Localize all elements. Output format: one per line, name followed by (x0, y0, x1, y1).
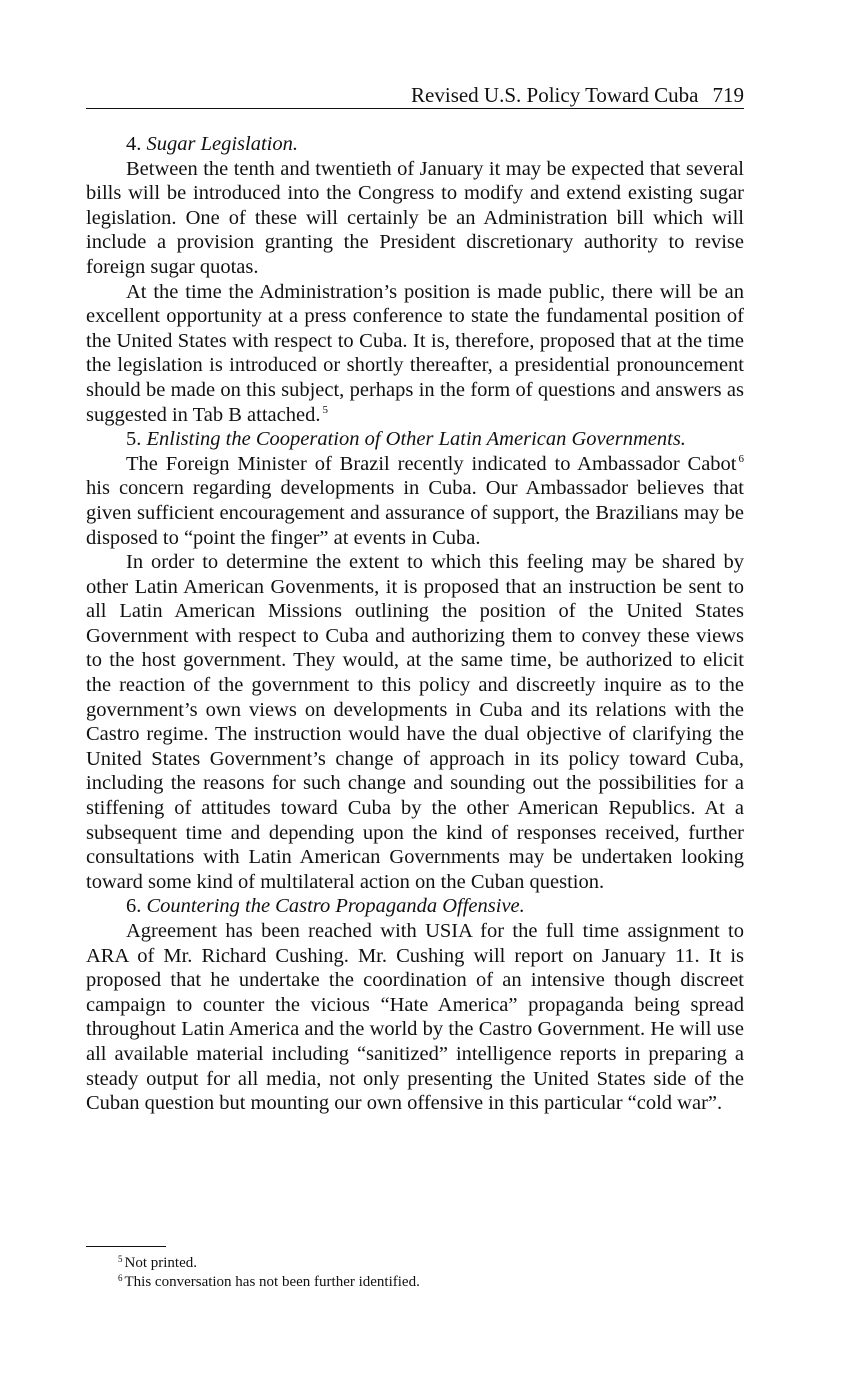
footnote (118, 1273, 744, 1292)
footnote (118, 1254, 744, 1273)
section-heading-6 (86, 894, 744, 919)
footnote-text: This conversation has not been further identified. (124, 1274, 420, 1290)
section-heading-5 (86, 427, 744, 452)
footnote-reference: 6 (738, 452, 744, 465)
paragraph-text: his concern regarding developments in Cuba. Our Ambassador believes that given sufficient encouragement and assurance of support, the Brazilians may be disposed to “point the finger” at events in Cuba. (86, 477, 744, 549)
paragraph: Agreement has been reached with USIA for the full time assignment to ARA of Mr. Richard Cushing. Mr. Cushing will report on January 11. It is proposed that he undertake the coordination of an intensive though discreet campaign to counter the vicious “Hate America” propaganda being spread throughout Latin America and the world by the Castro Government. He will use all available material including “sanitized” intelligence reports in preparing a steady output for all media, not only presenting the United States side of the Cuban question but mounting our own offensive in this particular “cold war”. (86, 920, 744, 1115)
footnotes (118, 1254, 744, 1292)
paragraph: In order to determine the extent to which this feeling may be shared by other Latin American Govenments, it is proposed that an instruction be sent to all Latin American Missions outlining the position of the United States Government with respect to Cuba and authorizing them to convey these views to the host government. They would, at the same time, be authorized to elicit the reaction of the government to this policy and discreetly inquire as to the government’s own views on developments in Cuba and its relations with the Castro regime. The instruction would have the dual objective of clarifying the United States Government’s change of approach in its policy toward Cuba, including the reasons for such change and sounding out the possibilities for a stiffening of attitudes toward Cuba by the other American Republics. At a subsequent time and depending upon the kind of responses received, further consultations with Latin American Governments may be undertaken looking toward some kind of multilateral action on the Cuban question. (86, 551, 744, 893)
footnote-mark: 6 (118, 1273, 123, 1283)
footnote-mark: 5 (118, 1254, 123, 1264)
paragraph-text: The Foreign Minister of Brazil recently indicated to Ambassador Cabot (126, 452, 737, 475)
page-number: 719 (712, 83, 744, 107)
paragraph-text: At the time the Administration’s position is made public, there will be an excellent opportunity at a press conference to state the fundamental position of the United States with respect to Cuba. It is, therefore, proposed that at the time the legislation is introduced or shortly thereafter, a presidential pronouncement should be made on this subject, perhaps in the form of questions and answers as suggested in Tab B attached. (86, 280, 744, 426)
paragraph: Between the tenth and twentieth of January it may be expected that several bills will be introduced into the Congress to modify and extend existing sugar legislation. One of these will certainly be an Administration bill which will include a provision granting the President discretionary authority to revise foreign sugar quotas. (86, 157, 744, 278)
page-body (86, 132, 744, 1116)
section-number: 6. (126, 895, 142, 918)
section-title: Sugar Legislation. (146, 133, 298, 155)
section-title: Countering the Castro Propaganda Offensive. (146, 895, 525, 918)
section-heading-4 (86, 132, 744, 157)
footnote-divider (86, 1246, 166, 1247)
paragraph (86, 280, 744, 428)
paragraph (86, 452, 744, 550)
section-number: 4. (126, 133, 142, 155)
running-header (86, 82, 744, 109)
section-number: 5. (126, 428, 142, 451)
running-title: Revised U.S. Policy Toward Cuba (411, 83, 699, 107)
section-title: Enlisting the Cooperation of Other Latin American Governments. (146, 428, 686, 451)
footnote-text: Not printed. (124, 1255, 197, 1271)
footnote-reference: 5 (322, 403, 328, 416)
